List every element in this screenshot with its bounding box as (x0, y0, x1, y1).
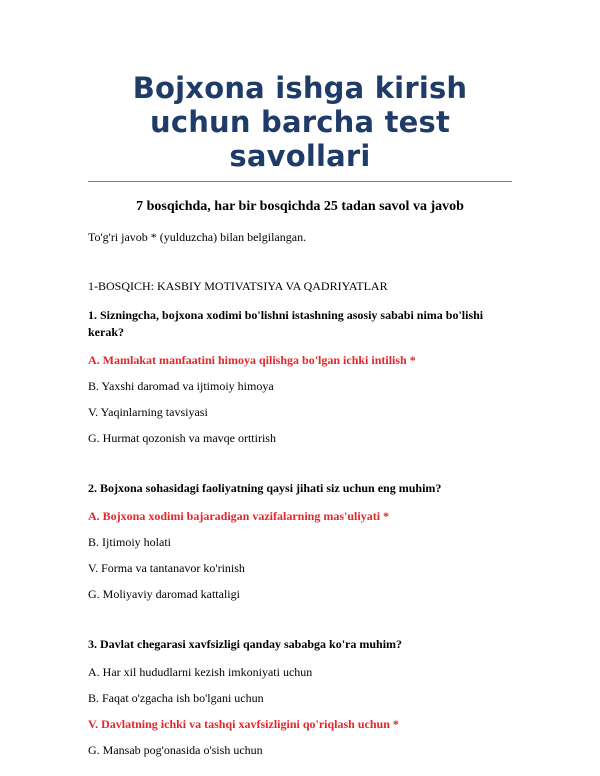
answer-option-correct: A. Bojxona xodimi bajaradigan vazifalarning mas'uliyati * (88, 509, 390, 523)
title-underline (88, 181, 512, 182)
answer-option-correct: A. Mamlakat manfaatini himoya qilishga bo'lgan ichki intilish * (88, 353, 416, 367)
question-text: 2. Bojxona sohasidagi faoliyatning qaysi jihati siz uchun eng muhim? (88, 481, 442, 495)
answer-option: G. Hurmat qozonish va mavqe orttirish (88, 431, 276, 445)
answer-option: G. Mansab pog'onasida o'sish uchun (88, 743, 263, 757)
stage-heading: 1-BOSQICH: KASBIY MOTIVATSIYA VA QADRIYATLAR (88, 279, 388, 293)
answer-option: B. Yaxshi daromad va ijtimoiy himoya (88, 379, 274, 393)
question-text: 1. Sizningcha, bojxona xodimi bo'lishni istashning asosiy sababi nima bo'lishi kerak? (88, 308, 484, 339)
question-block-2 (88, 480, 512, 601)
legend-note: To'g'ri javob * (yulduzcha) bilan belgilangan. (88, 230, 307, 244)
answer-option: G. Moliyaviy daromad kattaligi (88, 587, 240, 601)
question-block-1 (88, 307, 512, 445)
answer-option-correct: V. Davlatning ichki va tashqi xavfsizligini qo'riqlash uchun * (88, 717, 399, 731)
answer-option: B. Faqat o'zgacha ish bo'lgani uchun (88, 691, 264, 705)
document-subtitle: 7 bosqichda, har bir bosqichda 25 tadan savol va javob (136, 199, 464, 214)
answer-option: B. Ijtimoiy holati (88, 535, 171, 549)
answer-option: V. Forma va tantanavor ko'rinish (88, 561, 245, 575)
question-block-3 (88, 636, 512, 757)
document-title: Bojxona ishga kirish uchun barcha test savollari (132, 71, 468, 173)
document-page (88, 0, 512, 757)
question-text: 3. Davlat chegarasi xavfsizligi qanday sababga ko'ra muhim? (88, 637, 403, 651)
answer-option: A. Har xil hududlarni kezish imkoniyati uchun (88, 665, 313, 679)
answer-option: V. Yaqinlarning tavsiyasi (88, 405, 208, 419)
